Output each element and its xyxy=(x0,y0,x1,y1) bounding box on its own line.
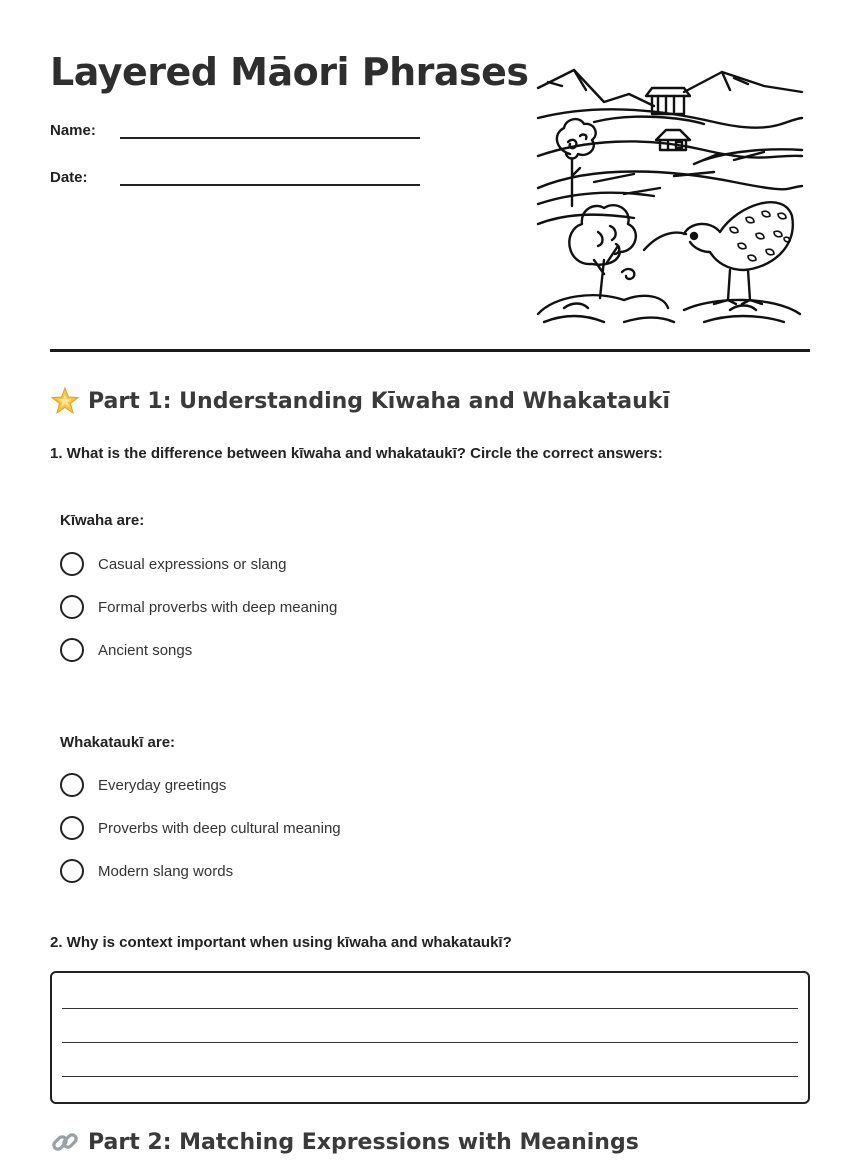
answer-box[interactable] xyxy=(50,971,810,1104)
question-1: 1. What is the difference between kīwaha and whakataukī? Circle the correct answers: xyxy=(50,445,663,462)
kiwaha-option-2[interactable] xyxy=(60,595,337,619)
star-emoji-icon xyxy=(50,386,80,416)
whakatauki-option-1[interactable] xyxy=(60,773,226,797)
date-field[interactable] xyxy=(50,169,88,186)
writing-line xyxy=(62,1008,798,1009)
kiwaha-option-1[interactable] xyxy=(60,552,286,576)
option-label: Ancient songs xyxy=(98,641,193,659)
link-emoji-icon xyxy=(50,1127,80,1157)
option-label: Casual expressions or slang xyxy=(98,555,287,573)
kiwaha-label: Kīwaha are: xyxy=(60,512,145,529)
part2-title: Part 2: Matching Expressions with Meanings xyxy=(88,1129,639,1155)
option-label: Everyday greetings xyxy=(98,776,227,794)
option-circle[interactable] xyxy=(60,595,84,619)
name-label: Name: xyxy=(50,122,96,139)
option-label: Proverbs with deep cultural meaning xyxy=(98,819,341,837)
option-circle[interactable] xyxy=(60,859,84,883)
date-label: Date: xyxy=(50,169,88,186)
header-divider xyxy=(50,349,810,352)
landscape-kiwi-illustration xyxy=(534,64,806,328)
whakatauki-option-3[interactable] xyxy=(60,859,233,883)
option-label: Formal proverbs with deep meaning xyxy=(98,598,338,616)
whakatauki-label: Whakataukī are: xyxy=(60,734,176,751)
option-circle[interactable] xyxy=(60,552,84,576)
writing-line xyxy=(62,1076,798,1077)
option-label: Modern slang words xyxy=(98,862,234,880)
kiwaha-option-3[interactable] xyxy=(60,638,192,662)
option-circle[interactable] xyxy=(60,638,84,662)
option-circle[interactable] xyxy=(60,816,84,840)
part1-heading xyxy=(50,386,670,416)
date-line[interactable] xyxy=(120,184,420,186)
part1-title: Part 1: Understanding Kīwaha and Whakataukī xyxy=(88,388,670,414)
name-field[interactable] xyxy=(50,122,96,139)
part2-heading xyxy=(50,1127,639,1157)
option-circle[interactable] xyxy=(60,773,84,797)
question-2: 2. Why is context important when using kīwaha and whakataukī? xyxy=(50,934,512,951)
page-title: Layered Māori Phrases xyxy=(50,50,529,94)
whakatauki-option-2[interactable] xyxy=(60,816,341,840)
name-line[interactable] xyxy=(120,137,420,139)
writing-line xyxy=(62,1042,798,1043)
